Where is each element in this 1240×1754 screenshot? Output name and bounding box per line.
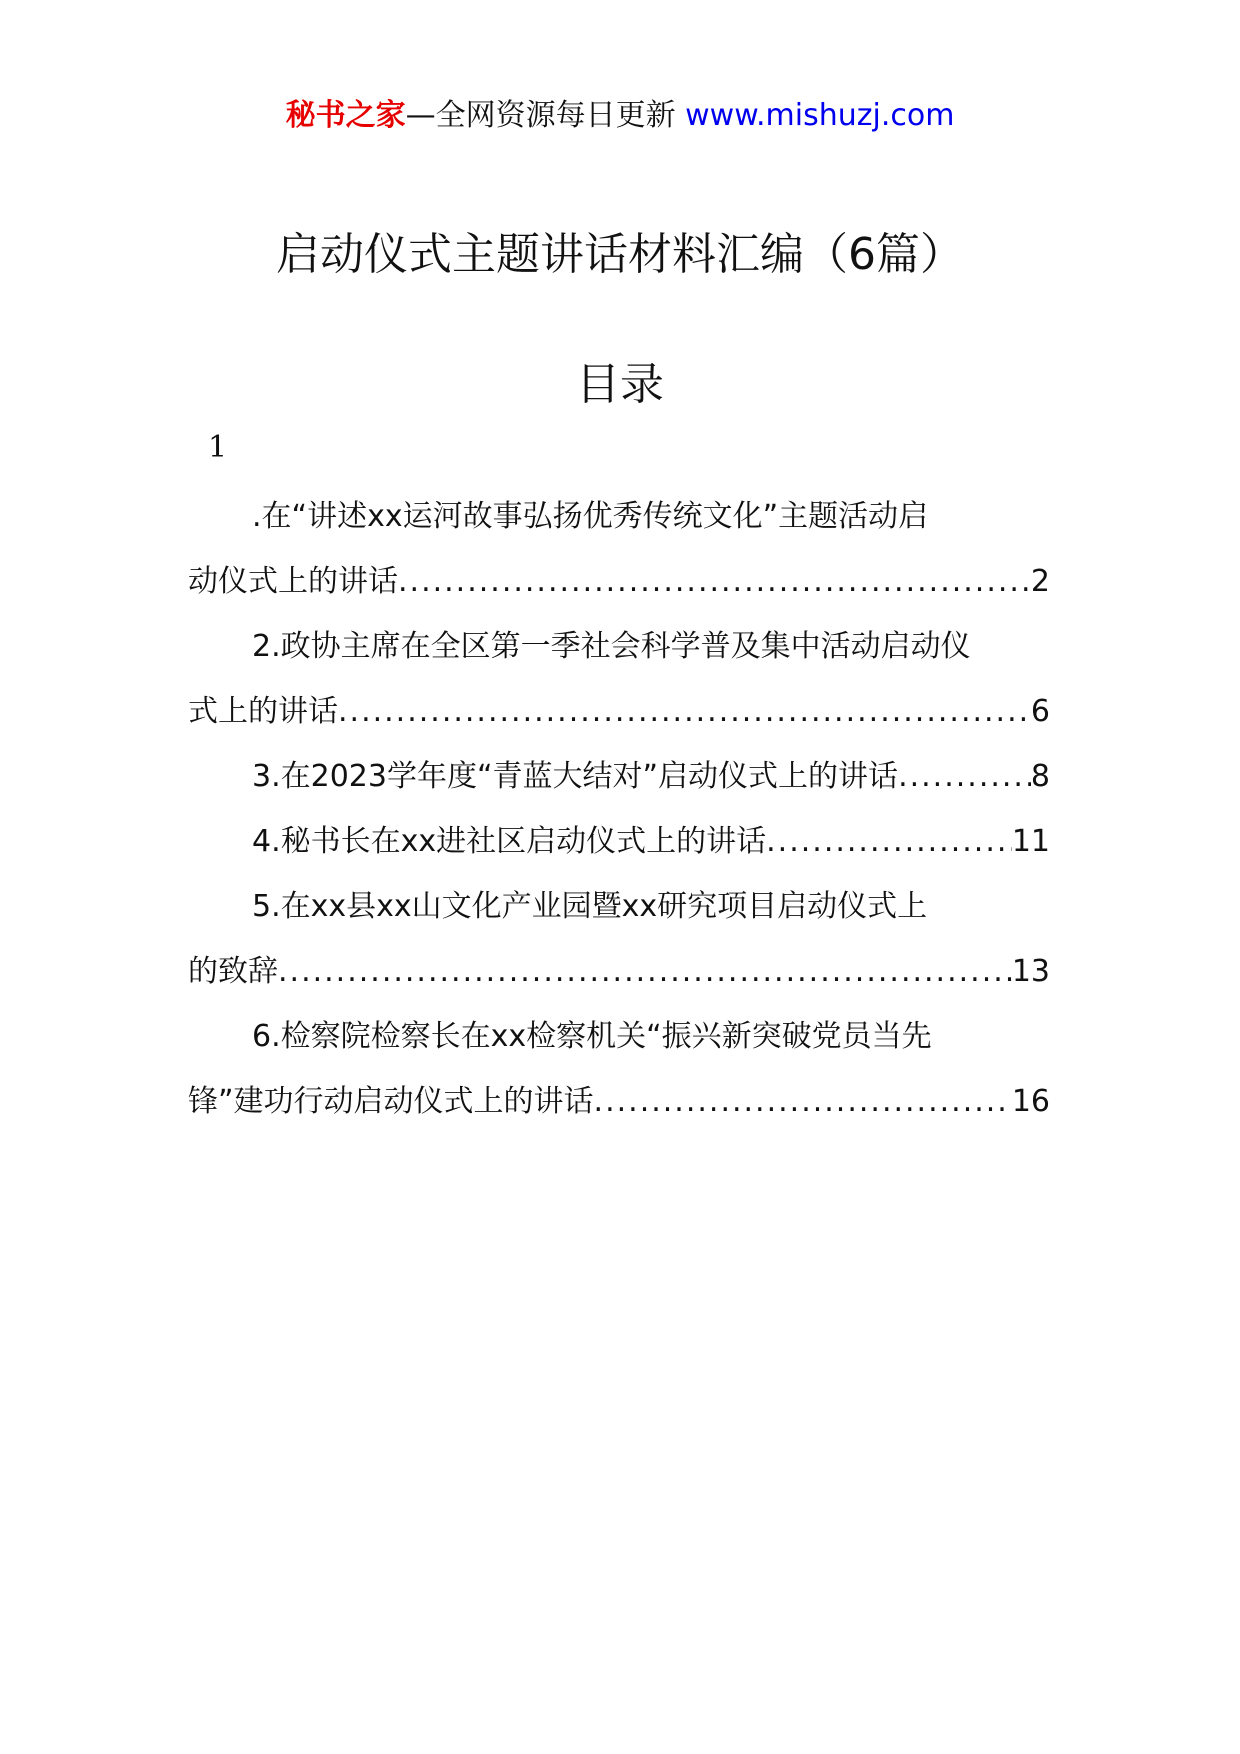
toc-entry-line bbox=[188, 744, 1050, 809]
toc-entry-line bbox=[188, 809, 1050, 874]
toc-entry-text: 动仪式上的讲话 bbox=[188, 564, 398, 599]
toc-page-number: 16 bbox=[1011, 1084, 1050, 1119]
toc-page-number: 8 bbox=[1030, 759, 1050, 794]
toc-entry-line bbox=[188, 1069, 1050, 1134]
toc-heading: 目录 bbox=[576, 359, 664, 410]
toc-entry-text: 式上的讲话 bbox=[188, 694, 338, 729]
toc-entry-text: 3.在2023学年度“青蓝大结对”启动仪式上的讲话 bbox=[252, 759, 899, 794]
site-url-link[interactable]: www.mishuzj.com bbox=[685, 98, 955, 133]
toc-page-number: 13 bbox=[1011, 954, 1050, 989]
table-of-contents bbox=[188, 484, 1050, 1134]
toc-entry-line bbox=[188, 614, 1050, 679]
dot-leader bbox=[338, 679, 1031, 744]
toc-entry-3[interactable] bbox=[188, 744, 1050, 809]
toc-entry-text: 的致辞 bbox=[188, 954, 278, 989]
toc-entry-line bbox=[188, 679, 1050, 744]
toc-entry-text: .在“讲述xx运河故事弘扬优秀传统文化”主题活动启 bbox=[252, 499, 929, 534]
toc-page-number: 6 bbox=[1030, 694, 1050, 729]
brand-name: 秘书之家 bbox=[285, 98, 406, 133]
toc-entry-text: 4.秘书长在xx进社区启动仪式上的讲话 bbox=[252, 824, 767, 859]
toc-entry-text: 5.在xx县xx山文化产业园暨xx研究项目启动仪式上 bbox=[252, 889, 928, 924]
toc-entry-line bbox=[188, 939, 1050, 1004]
toc-entry-6[interactable] bbox=[188, 1004, 1050, 1134]
toc-entry-line bbox=[188, 1004, 1050, 1069]
toc-entry-line bbox=[188, 484, 1050, 549]
dot-leader bbox=[278, 939, 1012, 1004]
toc-entry-text: 锋”建功行动启动仪式上的讲话 bbox=[188, 1084, 594, 1119]
toc-entry-1[interactable] bbox=[188, 484, 1050, 614]
toc-entry-4[interactable] bbox=[188, 809, 1050, 874]
toc-entry-2[interactable] bbox=[188, 614, 1050, 744]
toc-entry-text: 2.政协主席在全区第一季社会科学普及集中活动启动仪 bbox=[252, 629, 971, 664]
dot-leader bbox=[898, 744, 1031, 809]
header-slogan: —全网资源每日更新 bbox=[405, 98, 676, 133]
dot-leader bbox=[398, 549, 1031, 614]
toc-page-number: 2 bbox=[1030, 564, 1050, 599]
toc-entry-5[interactable] bbox=[188, 874, 1050, 1004]
toc-entry-line bbox=[188, 549, 1050, 614]
stray-page-number: 1 bbox=[208, 430, 228, 465]
dot-leader bbox=[594, 1069, 1012, 1134]
toc-page-number: 11 bbox=[1011, 824, 1050, 859]
toc-entry-text: 6.检察院检察长在xx检察机关“振兴新突破党员当先 bbox=[252, 1019, 932, 1054]
dot-leader bbox=[766, 809, 1012, 874]
toc-entry-line bbox=[188, 874, 1050, 939]
site-header bbox=[0, 96, 1240, 136]
document-title: 启动仪式主题讲话材料汇编（6篇） bbox=[276, 229, 964, 280]
